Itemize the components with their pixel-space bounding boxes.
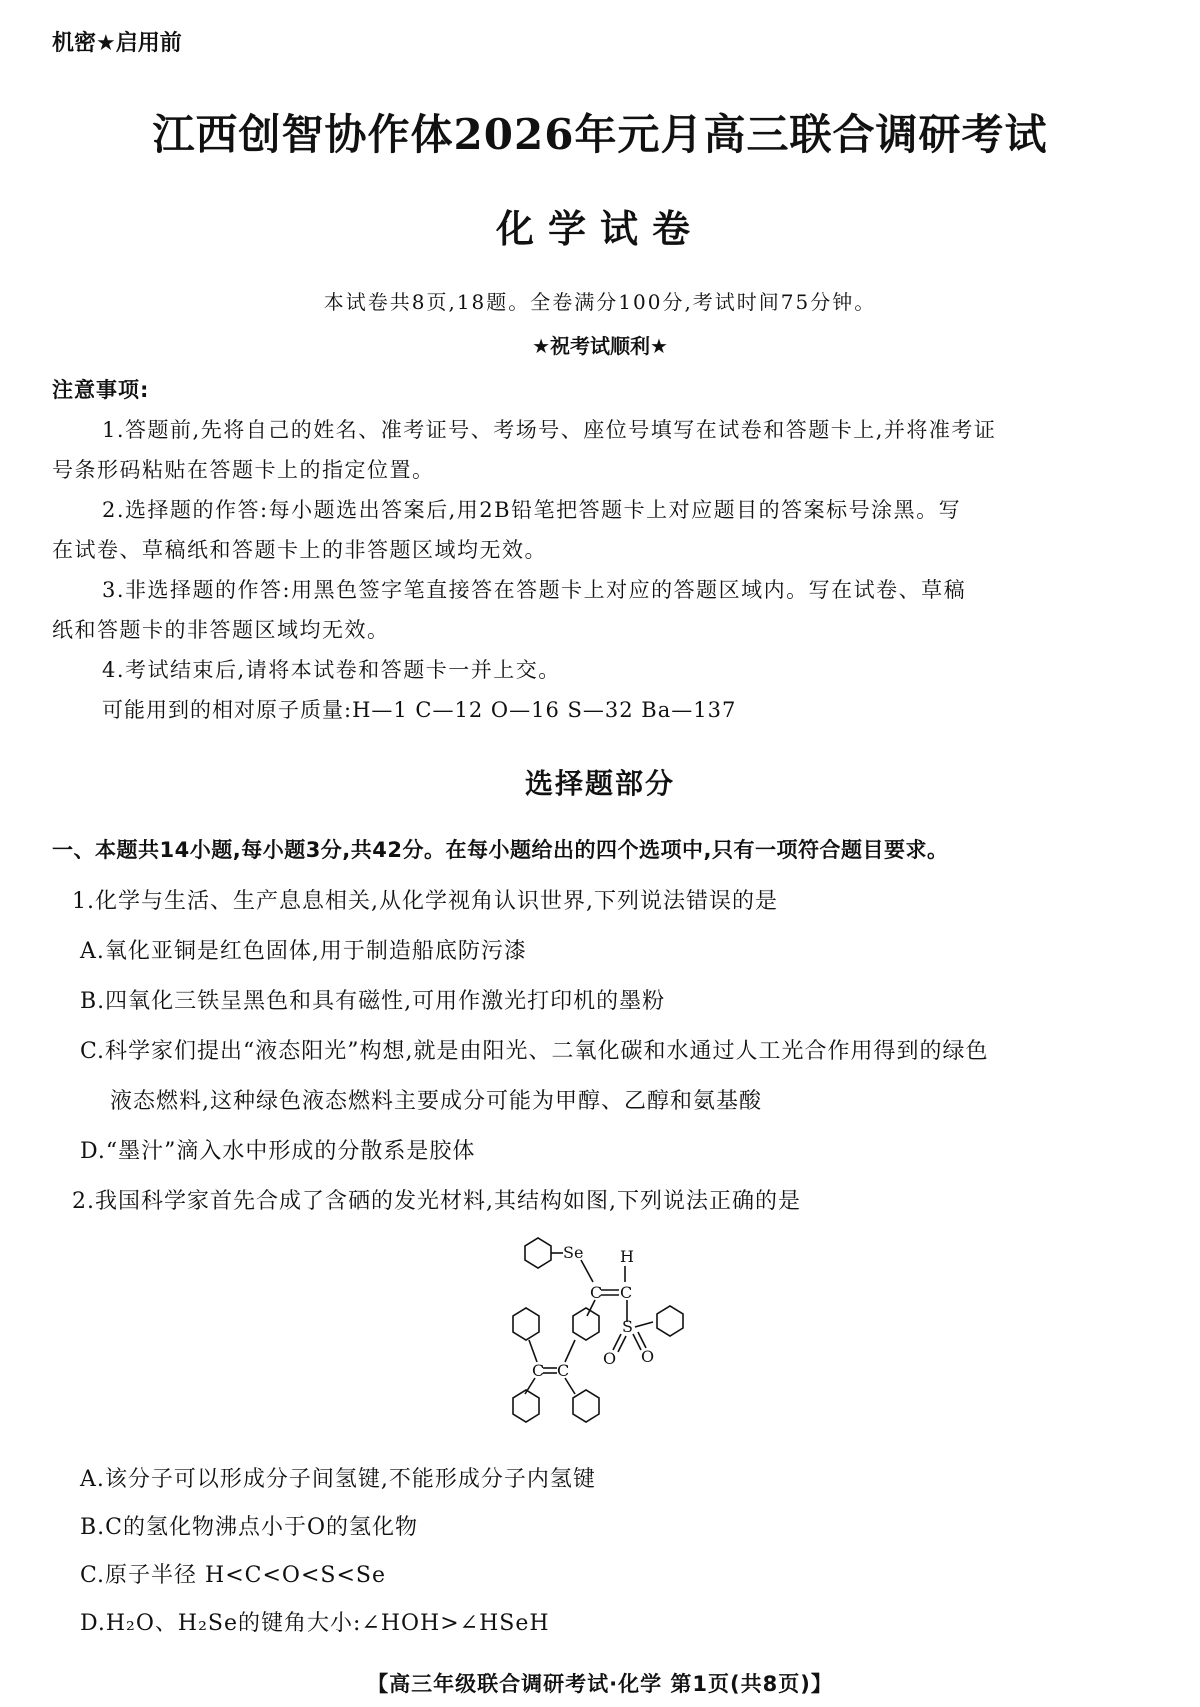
carbon-label-4: C xyxy=(557,1361,570,1380)
part-one-instruction: 一、本题共14小题,每小题3分,共42分。在每小题给出的四个选项中,只有一项符合题目要求。 xyxy=(52,838,949,862)
question-1-option-c-cont: 液态燃料,这种绿色液态燃料主要成分可能为甲醇、乙醇和氨基酸 xyxy=(110,1089,762,1114)
note-item-1: 1.答题前,先将自己的姓名、准考证号、考场号、座位号填写在试卷和答题卡上,并将准考证 xyxy=(102,418,997,442)
benzene-ring xyxy=(513,1390,539,1422)
carbon-label-3: C xyxy=(532,1361,545,1380)
question-2-option-c: C.原子半径 H<C<O<S<Se xyxy=(80,1563,386,1588)
notes-heading: 注意事项: xyxy=(52,378,150,402)
blessing-text: ★祝考试顺利★ xyxy=(532,334,668,358)
benzene-ring xyxy=(525,1238,551,1268)
note-item-4: 4.考试结束后,请将本试卷和答题卡一并上交。 xyxy=(102,658,561,682)
question-1-option-a: A.氧化亚铜是红色固体,用于制造船底防污漆 xyxy=(80,939,527,964)
atomic-masses: 可能用到的相对原子质量:H—1 C—12 O—16 S—32 Ba—137 xyxy=(102,698,737,722)
oxygen-label-2: O xyxy=(641,1347,655,1366)
carbon-label-1: C xyxy=(590,1283,603,1302)
sulfur-label: S xyxy=(622,1317,633,1336)
notes-section xyxy=(52,370,1152,730)
confidential-label: 机密★启用前 xyxy=(52,31,182,56)
note-item-2: 2.选择题的作答:每小题选出答案后,用2B铅笔把答题卡上对应题目的答案标号涂黑。写 xyxy=(102,498,962,522)
oxygen-label-1: O xyxy=(603,1349,617,1368)
hydrogen-label: H xyxy=(620,1247,634,1266)
exam-info: 本试卷共8页,18题。全卷满分100分,考试时间75分钟。 xyxy=(323,290,877,314)
note-item-1-cont: 号条形码粘贴在答题卡上的指定位置。 xyxy=(52,458,435,482)
selenium-label: Se xyxy=(563,1243,584,1262)
question-2-stem: 2.我国科学家首先合成了含硒的发光材料,其结构如图,下列说法正确的是 xyxy=(72,1189,801,1214)
carbon-label-2: C xyxy=(620,1283,633,1302)
benzene-ring xyxy=(573,1390,599,1422)
subject-title: 化学试卷 xyxy=(495,207,704,251)
note-item-2-cont: 在试卷、草稿纸和答题卡上的非答题区域均无效。 xyxy=(52,538,547,562)
page-footer: 【高三年级联合调研考试·化学 第1页(共8页)】 xyxy=(367,1672,833,1696)
question-1-option-c: C.科学家们提出“液态阳光”构想,就是由阳光、二氧化碳和水通过人工光合作用得到的绿色 xyxy=(80,1039,989,1064)
section-title: 选择题部分 xyxy=(524,767,675,800)
question-1-stem: 1.化学与生活、生产息息相关,从化学视角认识世界,下列说法错误的是 xyxy=(72,889,778,914)
question-2-option-d: D.H₂O、H₂Se的键角大小:∠HOH>∠HSeH xyxy=(80,1611,550,1636)
question-1-option-b: B.四氧化三铁呈黑色和具有磁性,可用作激光打印机的墨粉 xyxy=(80,989,666,1014)
benzene-ring xyxy=(573,1308,599,1340)
molecular-structure-diagram xyxy=(495,1224,735,1429)
question-2-option-a: A.该分子可以形成分子间氢键,不能形成分子内氢键 xyxy=(80,1467,596,1492)
benzene-ring xyxy=(513,1308,539,1340)
question-2-option-b: B.C的氢化物沸点小于O的氢化物 xyxy=(80,1515,419,1540)
benzene-ring xyxy=(657,1306,683,1336)
note-item-3: 3.非选择题的作答:用黑色签字笔直接答在答题卡上对应的答题区域内。写在试卷、草稿 xyxy=(102,578,967,602)
question-1-option-d: D.“墨汁”滴入水中形成的分散系是胶体 xyxy=(80,1139,476,1164)
note-item-3-cont: 纸和答题卡的非答题区域均无效。 xyxy=(52,618,390,642)
exam-title: 江西创智协作体2026年元月高三联合调研考试 xyxy=(152,110,1048,159)
